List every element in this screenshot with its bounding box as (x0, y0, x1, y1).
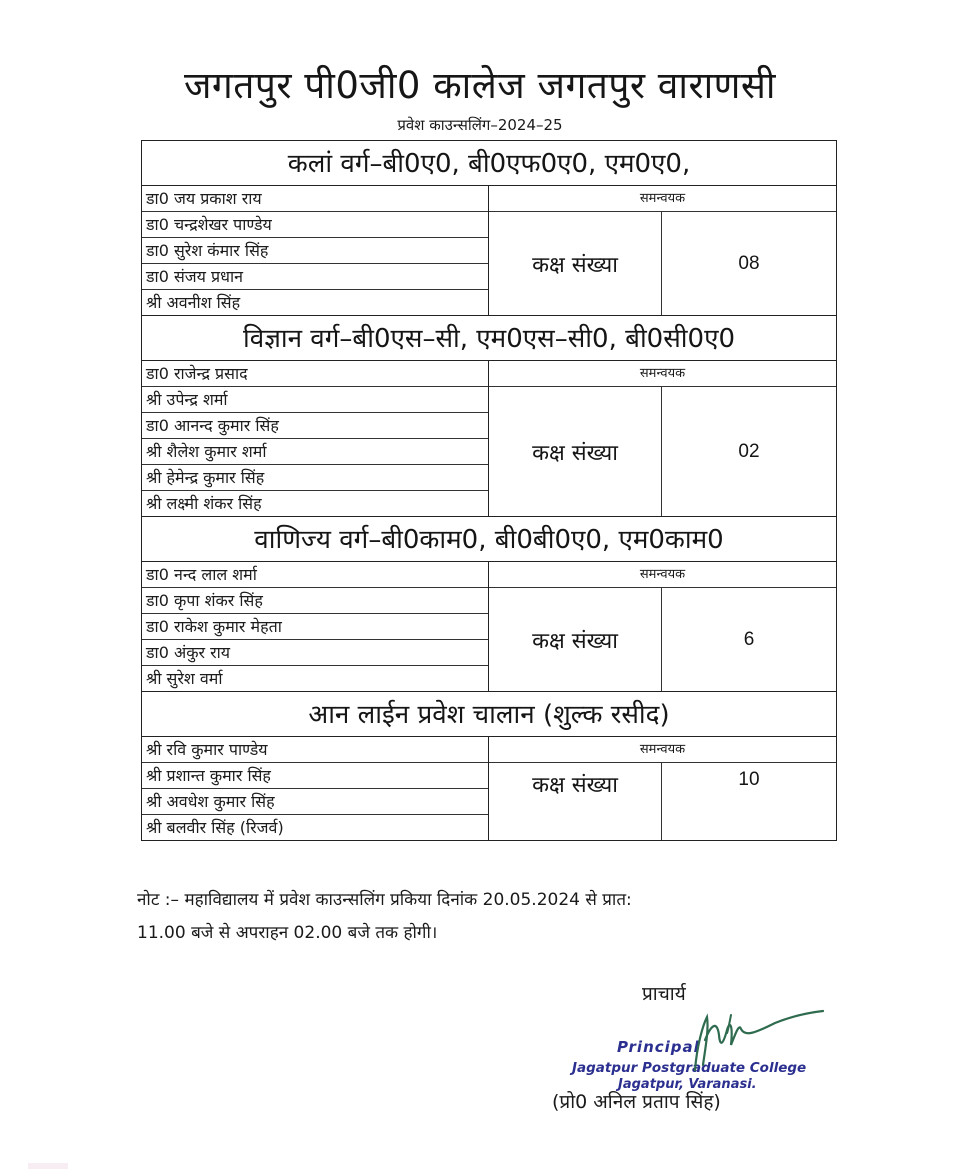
member-name: श्री सुरेश वर्मा (146, 669, 223, 688)
member-name: श्री उपेन्द्र शर्मा (142, 387, 488, 413)
member-name: डा0 जय प्रकाश राय (142, 186, 488, 212)
member-name: श्री अवधेश कुमार सिंह (142, 789, 488, 815)
member-name: श्री प्रशान्त कुमार सिंह (142, 763, 488, 789)
room-number: 08 (738, 252, 760, 274)
room-label: कक्ष संख्या (489, 387, 662, 516)
section-heading: विज्ञान वर्ग–बी0एस–सी, एम0एस–सी0, बी0सी0ए0 (142, 316, 836, 361)
member-name: श्री शैलेश कुमार शर्मा (142, 439, 488, 465)
coordinator-label: समन्वयक (489, 562, 836, 588)
member-name: श्री अवनीश सिंह (146, 293, 241, 312)
coordinator-label: समन्वयक (489, 361, 836, 387)
member-name: डा0 नन्द लाल शर्मा (142, 562, 488, 588)
room-label: कक्ष संख्या (489, 763, 662, 840)
section-commerce (142, 517, 836, 692)
handwritten-signature-icon (675, 1005, 825, 1075)
member-name: डा0 सुरेश कंमार सिंह (142, 238, 488, 264)
section-heading: वाणिज्य वर्ग–बी0काम0, बी0बी0ए0, एम0काम0 (142, 517, 836, 562)
room-number: 10 (738, 769, 760, 790)
member-name: डा0 चन्द्रशेखर पाण्डेय (142, 212, 488, 238)
member-name: श्री लक्ष्मी शंकर सिंह (146, 494, 262, 513)
stamp-line: Principal (617, 1038, 700, 1056)
member-name: श्री हेमेन्द्र कुमार सिंह (142, 465, 488, 491)
member-name: डा0 कृपा शंकर सिंह (142, 588, 488, 614)
signature-block (552, 980, 860, 1130)
coordinator-label: समन्वयक (489, 186, 836, 212)
signatory-title: प्राचार्य (642, 983, 686, 1005)
note-line-2: 11.00 बजे से अपराहन 02.00 बजे तक होगी। (137, 923, 438, 943)
section-online-challan (142, 692, 836, 840)
document-title: जगतपुर पी0जी0 कालेज जगतपुर वाराणसी (183, 64, 777, 107)
member-list (142, 186, 489, 315)
room-number: 02 (738, 440, 760, 462)
document-subtitle: प्रवेश काउन्सलिंग–2024–25 (397, 116, 563, 134)
counselling-table (141, 140, 837, 841)
member-name: श्री बलवीर सिंह (रिजर्व) (146, 818, 284, 837)
member-name: डा0 संजय प्रधान (142, 264, 488, 290)
member-name: श्री रवि कुमार पाण्डेय (142, 737, 488, 763)
stamp-line: Jagatpur, Varanasi. (618, 1077, 757, 1092)
member-name: डा0 अंकुर राय (142, 640, 488, 666)
note-line-1: नोट :– महाविद्यालय में प्रवेश काउन्सलिंग प्रकिया दिनांक 20.05.2024 से प्रात: (137, 890, 632, 910)
member-list (142, 737, 489, 840)
section-science (142, 316, 836, 517)
note-paragraph (137, 884, 857, 950)
room-label: कक्ष संख्या (489, 212, 662, 315)
coordinator-label: समन्वयक (489, 737, 836, 763)
section-heading: आन लाईन प्रवेश चालान (शुल्क रसीद) (142, 692, 836, 737)
member-name: डा0 राजेन्द्र प्रसाद (142, 361, 488, 387)
member-list (142, 562, 489, 691)
room-label: कक्ष संख्या (489, 588, 662, 691)
stamp-line: Jagatpur Postgraduate College (572, 1060, 807, 1076)
member-name: डा0 राकेश कुमार मेहता (142, 614, 488, 640)
scan-artifact (28, 1163, 68, 1169)
section-arts (142, 141, 836, 316)
member-list (142, 361, 489, 516)
room-number: 6 (743, 628, 755, 650)
section-heading: कलां वर्ग–बी0ए0, बी0एफ0ए0, एम0ए0, (142, 141, 836, 186)
member-name: डा0 आनन्द कुमार सिंह (142, 413, 488, 439)
signatory-name: (प्रो0 अनिल प्रताप सिंह) (552, 1091, 721, 1113)
